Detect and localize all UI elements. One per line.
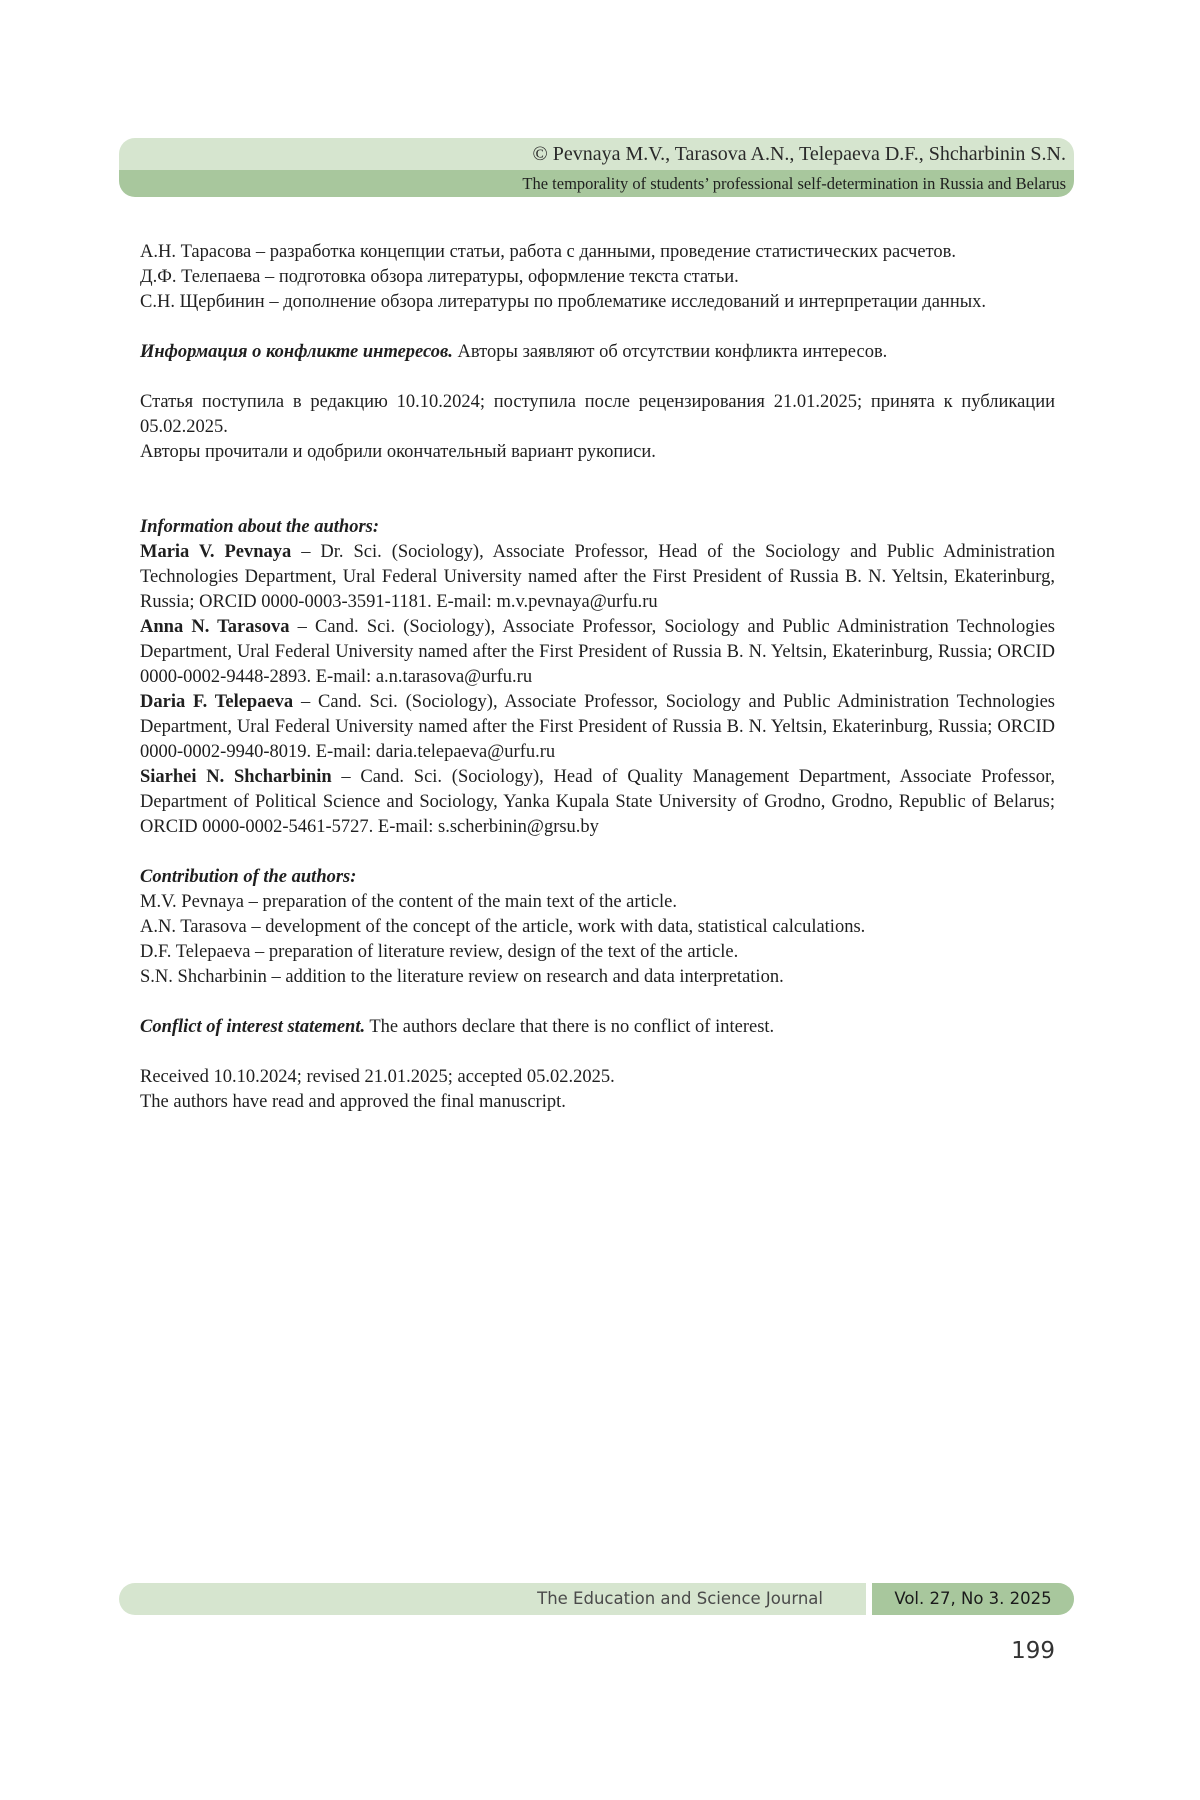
author-details: – Cand. Sci. (Sociology), Associate Professor, Sociology and Public Administration Technologies Department, Ural Federal University named after the First President of Russia B. N. Yeltsin, Ekaterinburg, Russia; ORCID 0000-0002-9940-8019. E-mail: daria.telepaeva@urfu.ru bbox=[140, 692, 1055, 762]
authors-info-heading: Information about the authors: bbox=[140, 517, 380, 537]
en-contribution-telepaeva: D.F. Telepaeva – preparation of literature review, design of the text of the article. bbox=[140, 942, 739, 962]
en-conflict-label: Conflict of interest statement. bbox=[140, 1017, 366, 1037]
ru-contribution-shcharbinin: С.Н. Щербинин – дополнение обзора литературы по проблематике исследований и интерпретации данных. bbox=[140, 292, 987, 312]
author-info-pevnaya bbox=[140, 540, 1055, 615]
en-conflict-text: The authors declare that there is no conflict of interest. bbox=[365, 1017, 775, 1037]
en-contribution-pevnaya: M.V. Pevnaya – preparation of the content of the main text of the article. bbox=[140, 892, 678, 912]
author-details: – Dr. Sci. (Sociology), Associate Professor, Head of the Sociology and Public Administration Technologies Department, Ural Federal University named after the First President of Russia B. N. Yeltsin, Ekaterinburg, Russia; ORCID 0000-0003-3591-1181. E-mail: m.v.pevnaya@urfu.ru bbox=[140, 542, 1055, 612]
author-name: Maria V. Pevnaya bbox=[140, 542, 292, 562]
ru-approval: Авторы прочитали и одобрили окончательный вариант рукописи. bbox=[140, 442, 656, 462]
en-contribution-tarasova: A.N. Tarasova – development of the concept of the article, work with data, statistical calculations. bbox=[140, 917, 866, 937]
footer-journal-name: The Education and Science Journal bbox=[537, 1589, 823, 1608]
ru-contribution-tarasova: А.Н. Тарасова – разработка концепции статьи, работа с данными, проведение статистических расчетов. bbox=[140, 242, 956, 262]
author-info-shcharbinin bbox=[140, 765, 1055, 840]
page-body bbox=[140, 240, 1055, 1115]
footer-volume: Vol. 27, No 3. 2025 bbox=[872, 1583, 1074, 1615]
author-details: – Cand. Sci. (Sociology), Head of Quality Management Department, Associate Professor, Department of Political Science and Sociology, Yanka Kupala State University of Grodno, Grodno, Republic of Belarus; ORCID 0000-0002-5461-5727. E-mail: s.scherbinin@grsu.by bbox=[140, 767, 1056, 837]
author-info-tarasova bbox=[140, 615, 1055, 690]
running-header-authors: © Pevnaya M.V., Tarasova A.N., Telepaeva D.F., Shcharbinin S.N. bbox=[119, 138, 1074, 170]
contributions-heading: Contribution of the authors: bbox=[140, 867, 357, 887]
page-number: 199 bbox=[1011, 1638, 1055, 1664]
running-footer bbox=[119, 1583, 1074, 1615]
running-header-title: The temporality of students’ professional self-determination in Russia and Belarus bbox=[119, 170, 1074, 197]
en-contribution-shcharbinin: S.N. Shcharbinin – addition to the literature review on research and data interpretation. bbox=[140, 967, 784, 987]
author-info-telepaeva bbox=[140, 690, 1055, 765]
author-name: Daria F. Telepaeva bbox=[140, 692, 294, 712]
author-details: – Cand. Sci. (Sociology), Associate Professor, Sociology and Public Administration Technologies Department, Ural Federal University named after the First President of Russia B. N. Yeltsin, Ekaterinburg, Russia; ORCID 0000-0002-9448-2893. E-mail: a.n.tarasova@urfu.ru bbox=[140, 617, 1055, 687]
ru-contribution-telepaeva: Д.Ф. Телепаева – подготовка обзора литературы, оформление текста статьи. bbox=[140, 267, 739, 287]
ru-dates: Статья поступила в редакцию 10.10.2024; поступила после рецензирования 21.01.2025; принята к публикации 05.02.2025. bbox=[140, 392, 1055, 437]
ru-conflict-statement bbox=[140, 340, 1055, 365]
en-approval: The authors have read and approved the final manuscript. bbox=[140, 1092, 566, 1112]
en-conflict-statement bbox=[140, 1015, 1055, 1040]
author-name: Anna N. Tarasova bbox=[140, 617, 290, 637]
en-dates: Received 10.10.2024; revised 21.01.2025; accepted 05.02.2025. bbox=[140, 1067, 615, 1087]
author-name: Siarhei N. Shcharbinin bbox=[140, 767, 332, 787]
ru-conflict-text: Авторы заявляют об отсутствии конфликта интересов. bbox=[452, 342, 888, 362]
ru-conflict-label: Информация о конфликте интересов. bbox=[140, 342, 453, 362]
